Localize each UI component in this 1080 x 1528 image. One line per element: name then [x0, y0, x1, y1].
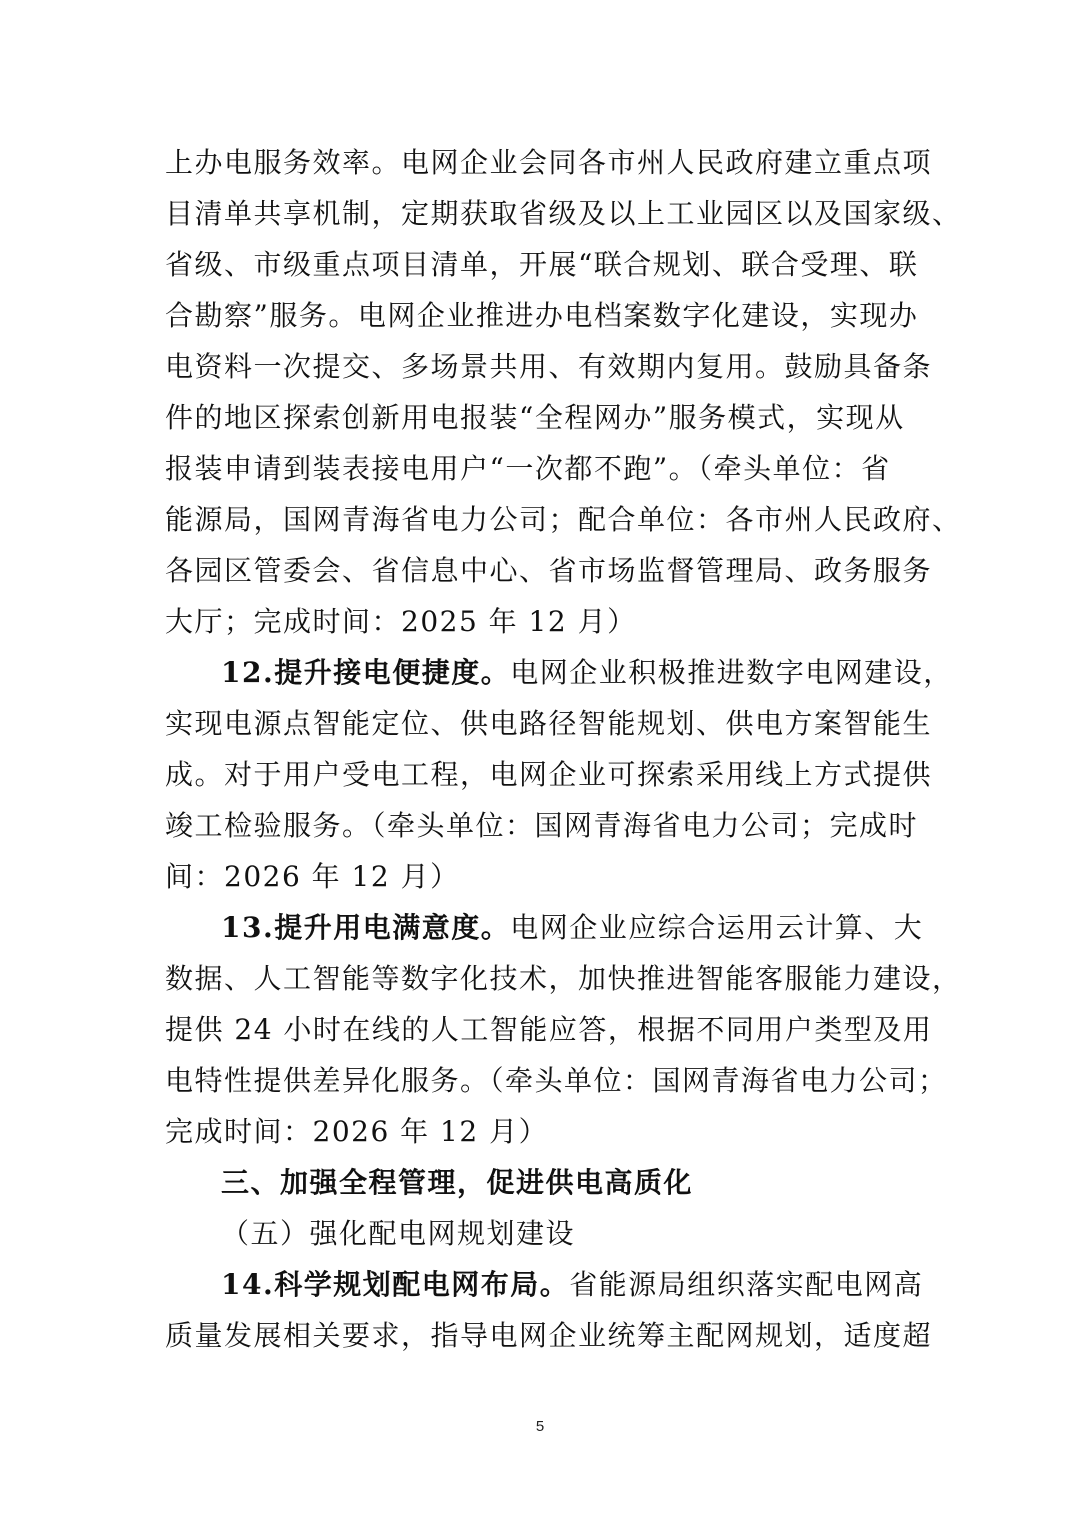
page-number: 5 — [535, 1418, 545, 1435]
text-line: 目清单共享机制，定期获取省级及以上工业园区以及国家级、 — [165, 197, 962, 230]
item-14-first-line — [165, 1259, 924, 1310]
item-13-paragraph — [165, 902, 962, 1157]
item-13-first-line-text: 电网企业应综合运用云计算、大 — [510, 911, 924, 944]
item-14-paragraph — [165, 1259, 933, 1361]
text-line: 竣工检验服务。（牵头单位：国网青海省电力公司；完成时 — [165, 809, 919, 842]
text-line: 各园区管委会、省信息中心、省市场监督管理局、政务服务 — [165, 554, 933, 587]
item-12-paragraph — [165, 647, 953, 902]
item-12-first-line-text: 电网企业积极推进数字电网建设， — [510, 656, 953, 689]
text-line: 电资料一次提交、多场景共用、有效期内复用。鼓励具备条 — [165, 350, 933, 383]
text-line: 间：2026 年 12 月） — [165, 860, 460, 893]
item-14-first-line-text: 省能源局组织落实配电网高 — [569, 1268, 924, 1301]
text-line: 上办电服务效率。电网企业会同各市州人民政府建立重点项 — [165, 146, 933, 179]
item-14-title: 14.科学规划配电网布局。 — [221, 1268, 570, 1301]
document-body — [165, 137, 962, 1361]
text-line: 能源局，国网青海省电力公司；配合单位：各市州人民政府、 — [165, 503, 962, 536]
text-line: 成。对于用户受电工程，电网企业可探索采用线上方式提供 — [165, 758, 933, 791]
item-13-first-line — [165, 902, 924, 953]
item-12-first-line — [165, 647, 953, 698]
subsection-5-heading: （五）强化配电网规划建设 — [221, 1217, 576, 1250]
section-3-heading: 三、加强全程管理，促进供电高质化 — [221, 1166, 694, 1199]
item-13-title: 13.提升用电满意度。 — [221, 911, 511, 944]
text-line: 实现电源点智能定位、供电路径智能规划、供电方案智能生 — [165, 707, 933, 740]
paragraph-electricity-service — [165, 137, 962, 647]
text-line: 完成时间：2026 年 12 月） — [165, 1115, 549, 1148]
text-line: 省级、市级重点项目清单，开展“联合规划、联合受理、联 — [165, 248, 919, 281]
text-line: 大厅；完成时间：2025 年 12 月） — [165, 605, 637, 638]
text-line: 件的地区探索创新用电报装“全程网办”服务模式，实现从 — [165, 401, 905, 434]
text-line: 报装申请到装表接电用户“一次都不跑”。（牵头单位：省 — [165, 452, 891, 485]
text-line: 质量发展相关要求，指导电网企业统筹主配网规划，适度超 — [165, 1319, 933, 1352]
text-line: 电特性提供差异化服务。（牵头单位：国网青海省电力公司； — [165, 1064, 948, 1097]
item-12-title: 12.提升接电便捷度。 — [221, 656, 511, 689]
text-line: 数据、人工智能等数字化技术，加快推进智能客服能力建设， — [165, 962, 962, 995]
text-line: 提供 24 小时在线的人工智能应答，根据不同用户类型及用 — [165, 1013, 933, 1046]
text-line: 合勘察”服务。电网企业推进办电档案数字化建设，实现办 — [165, 299, 919, 332]
